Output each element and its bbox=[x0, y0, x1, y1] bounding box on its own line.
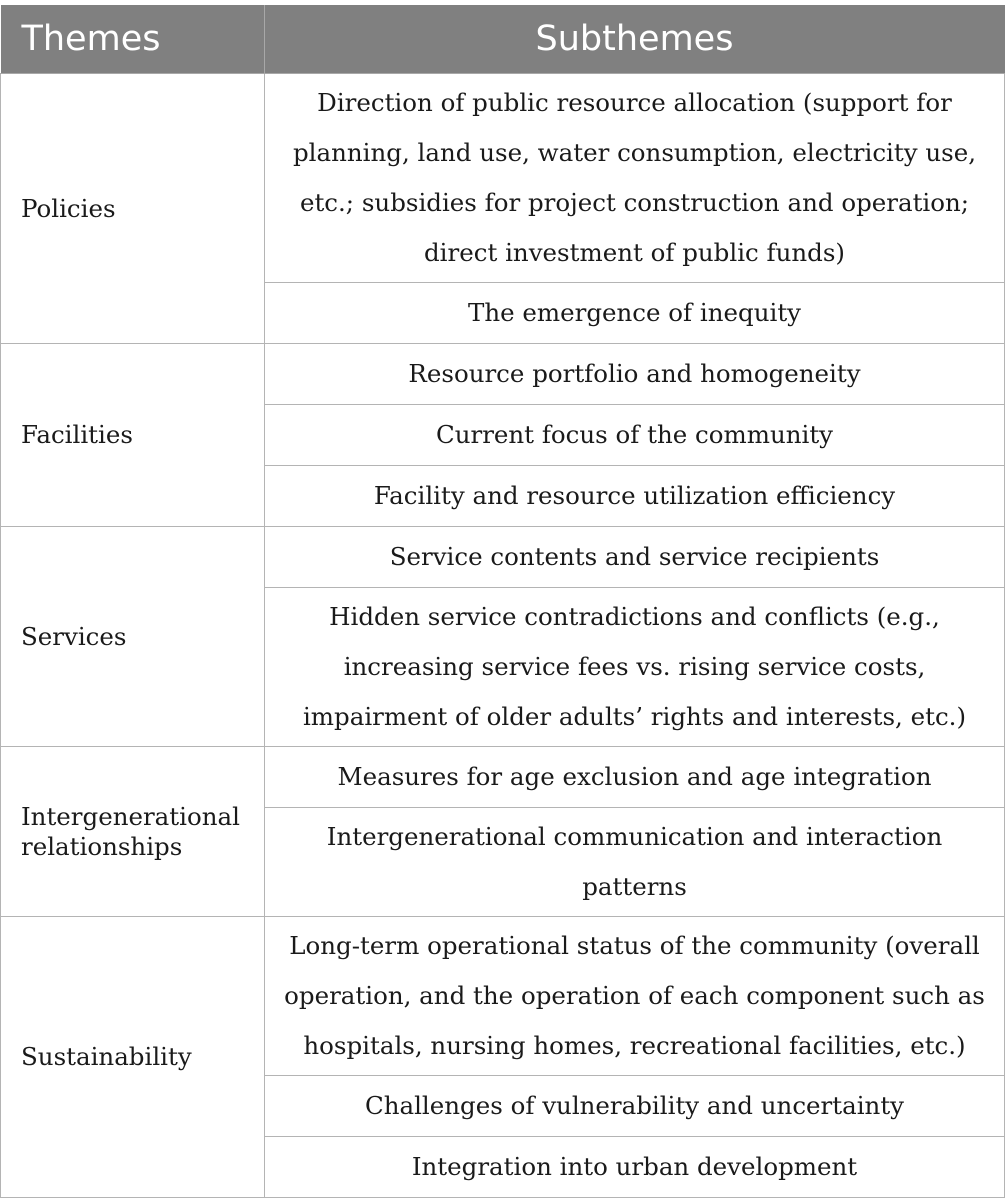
table-row bbox=[1, 747, 1005, 808]
theme-cell-policies: Policies bbox=[1, 74, 265, 344]
subtheme-cell: Service contents and service recipients bbox=[265, 527, 1005, 588]
table-row bbox=[1, 344, 1005, 405]
subtheme-cell: Hidden service contradictions and conflicts (e.g., increasing service fees vs. rising service costs, impairment of older adults’ rights and interests, etc.) bbox=[265, 588, 1005, 747]
header-subthemes: Subthemes bbox=[265, 5, 1005, 74]
theme-cell-intergenerational: Intergenerational relationships bbox=[1, 747, 265, 917]
subtheme-cell: Current focus of the community bbox=[265, 405, 1005, 466]
subtheme-cell: Measures for age exclusion and age integration bbox=[265, 747, 1005, 808]
subtheme-cell: Intergenerational communication and interaction patterns bbox=[265, 808, 1005, 917]
theme-cell-sustainability: Sustainability bbox=[1, 917, 265, 1198]
subtheme-cell: Long-term operational status of the community (overall operation, and the operation of each component such as hospitals, nursing homes, recreational facilities, etc.) bbox=[265, 917, 1005, 1076]
subtheme-cell: Direction of public resource allocation (support for planning, land use, water consumption, electricity use, etc.; subsidies for project construction and operation; direct investment of public funds) bbox=[265, 74, 1005, 283]
theme-cell-services: Services bbox=[1, 527, 265, 747]
theme-cell-facilities: Facilities bbox=[1, 344, 265, 527]
table-row bbox=[1, 917, 1005, 1076]
subtheme-cell: Integration into urban development bbox=[265, 1137, 1005, 1198]
subtheme-cell: Resource portfolio and homogeneity bbox=[265, 344, 1005, 405]
subtheme-cell: The emergence of inequity bbox=[265, 283, 1005, 344]
themes-table bbox=[0, 5, 1005, 1198]
subtheme-cell: Facility and resource utilization efficiency bbox=[265, 466, 1005, 527]
header-row bbox=[1, 5, 1005, 74]
subtheme-cell: Challenges of vulnerability and uncertainty bbox=[265, 1076, 1005, 1137]
table-row bbox=[1, 74, 1005, 283]
table-row bbox=[1, 527, 1005, 588]
header-themes: Themes bbox=[1, 5, 265, 74]
